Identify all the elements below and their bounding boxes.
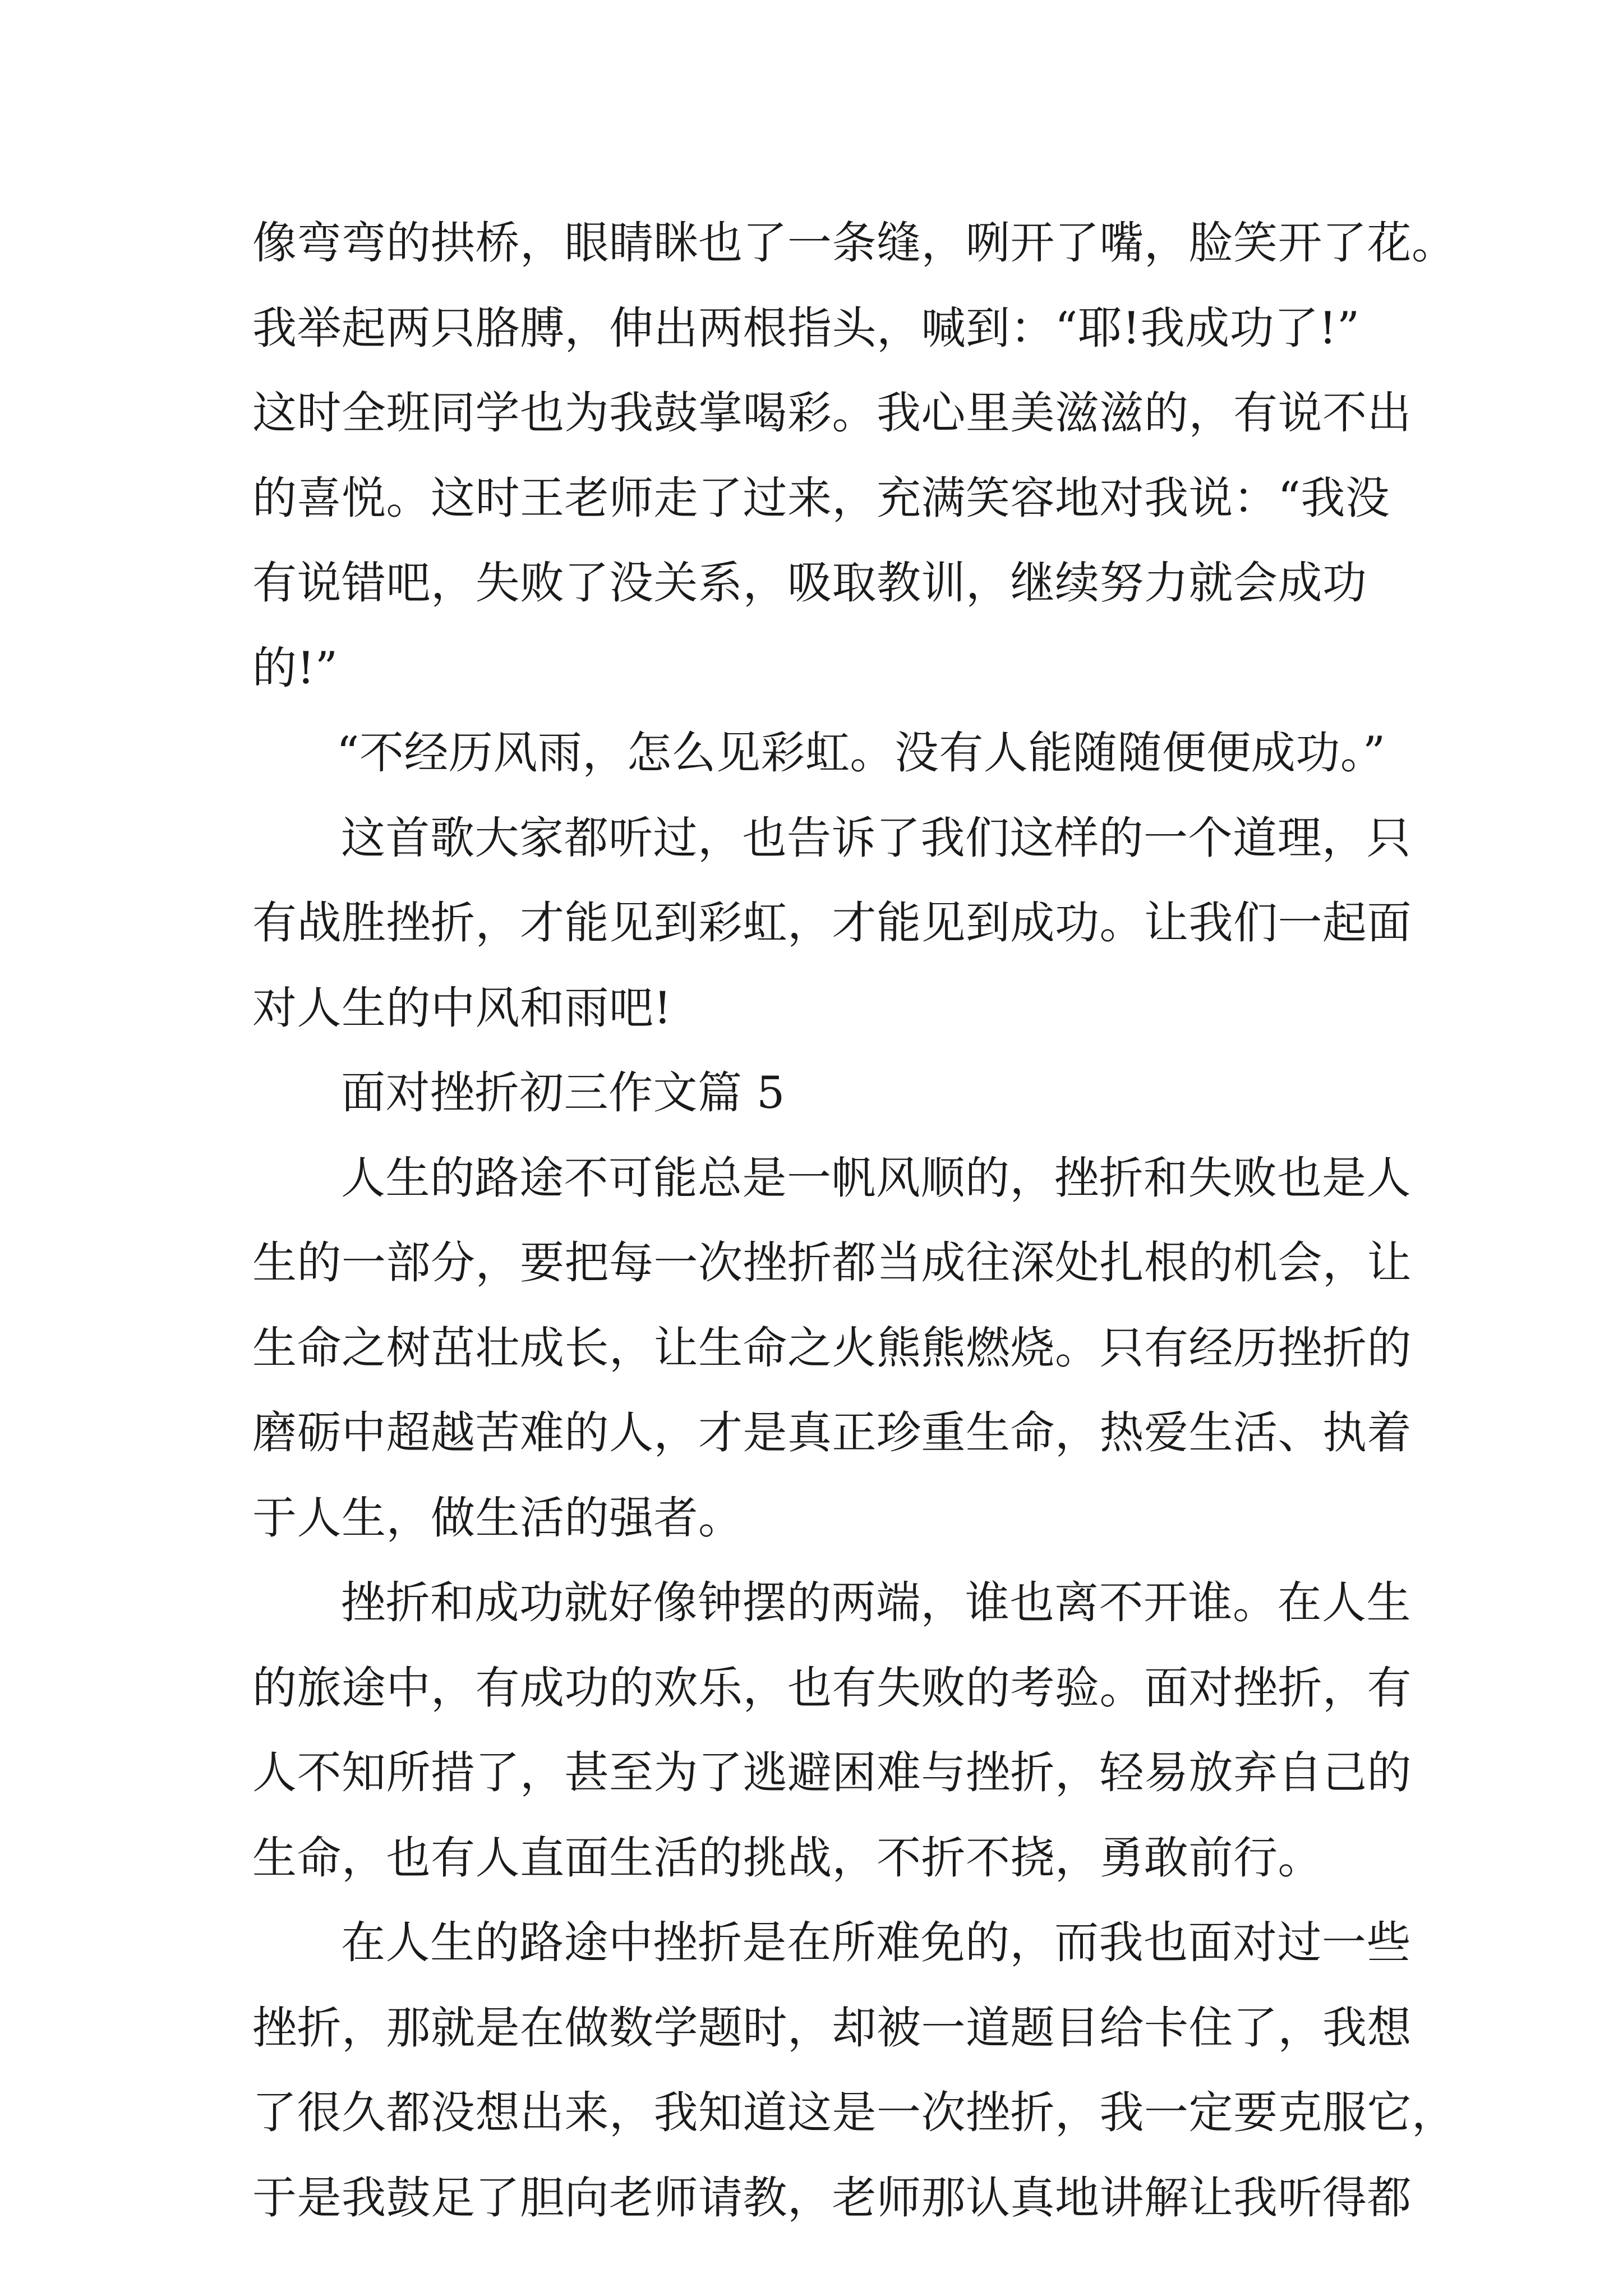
paragraph-start-line: 人生的路途不可能总是一帆风顺的，挫折和失败也是人 <box>341 1152 1411 1204</box>
text-line: 有战胜挫折，才能见到彩虹，才能见到成功。让我们一起面 <box>252 897 1412 949</box>
quote-line: “不经历风雨，怎么见彩虹。没有人能随随便便成功。” <box>336 727 1386 779</box>
text-line: 了很久都没想出来，我知道这是一次挫折，我一定要克服它， <box>252 2087 1456 2138</box>
document-body <box>252 201 1456 2240</box>
text-line: 的喜悦。这时王老师走了过来，充满笑容地对我说：“我没 <box>252 472 1390 524</box>
text-line: 的!” <box>252 642 338 694</box>
paragraph-start-line: 这首歌大家都听过，也告诉了我们这样的一个道理，只 <box>341 812 1411 864</box>
text-line: 挫折，那就是在做数学题时，却被一道题目给卡住了，我想 <box>252 2001 1412 2054</box>
text-line: 生命，也有人直面生活的挑战，不折不挠，勇敢前行。 <box>252 1832 1322 1884</box>
paragraph-start-line: 挫折和成功就好像钟摆的两端，谁也离不开谁。在人生 <box>341 1577 1411 1628</box>
text-line: 的旅途中，有成功的欢乐，也有失败的考验。面对挫折，有 <box>252 1662 1412 1714</box>
text-line: 于是我鼓足了胆向老师请教，老师那认真地讲解让我听得都 <box>252 2171 1412 2224</box>
text-line: 像弯弯的拱桥，眼睛眯也了一条缝，咧开了嘴，脸笑开了花。 <box>252 217 1456 269</box>
text-line: 磨砺中超越苦难的人，才是真正珍重生命，热爱生活、执着 <box>252 1407 1412 1458</box>
text-line: 生命之树茁壮成长，让生命之火熊熊燃烧。只有经历挫折的 <box>252 1322 1412 1374</box>
text-line: 这时全班同学也为我鼓掌喝彩。我心里美滋滋的，有说不出 <box>252 387 1412 439</box>
text-line: 有说错吧，失败了没关系，吸取教训，继续努力就会成功 <box>252 557 1367 609</box>
text-line: 人不知所措了，甚至为了逃避困难与挫折，轻易放弃自己的 <box>252 1747 1412 1798</box>
paragraph-start-line: 在人生的路途中挫折是在所难免的，而我也面对过一些 <box>341 1917 1411 1968</box>
section-heading: 面对挫折初三作文篇 5 <box>341 1067 785 1119</box>
text-line: 于人生，做生活的强者。 <box>252 1492 743 1544</box>
text-line: 对人生的中风和雨吧! <box>252 982 672 1034</box>
text-line: 我举起两只胳膊，伸出两根指头，喊到：“耶!我成功了!” <box>252 302 1360 354</box>
text-line: 生的一部分，要把每一次挫折都当成往深处扎根的机会，让 <box>252 1237 1412 1289</box>
